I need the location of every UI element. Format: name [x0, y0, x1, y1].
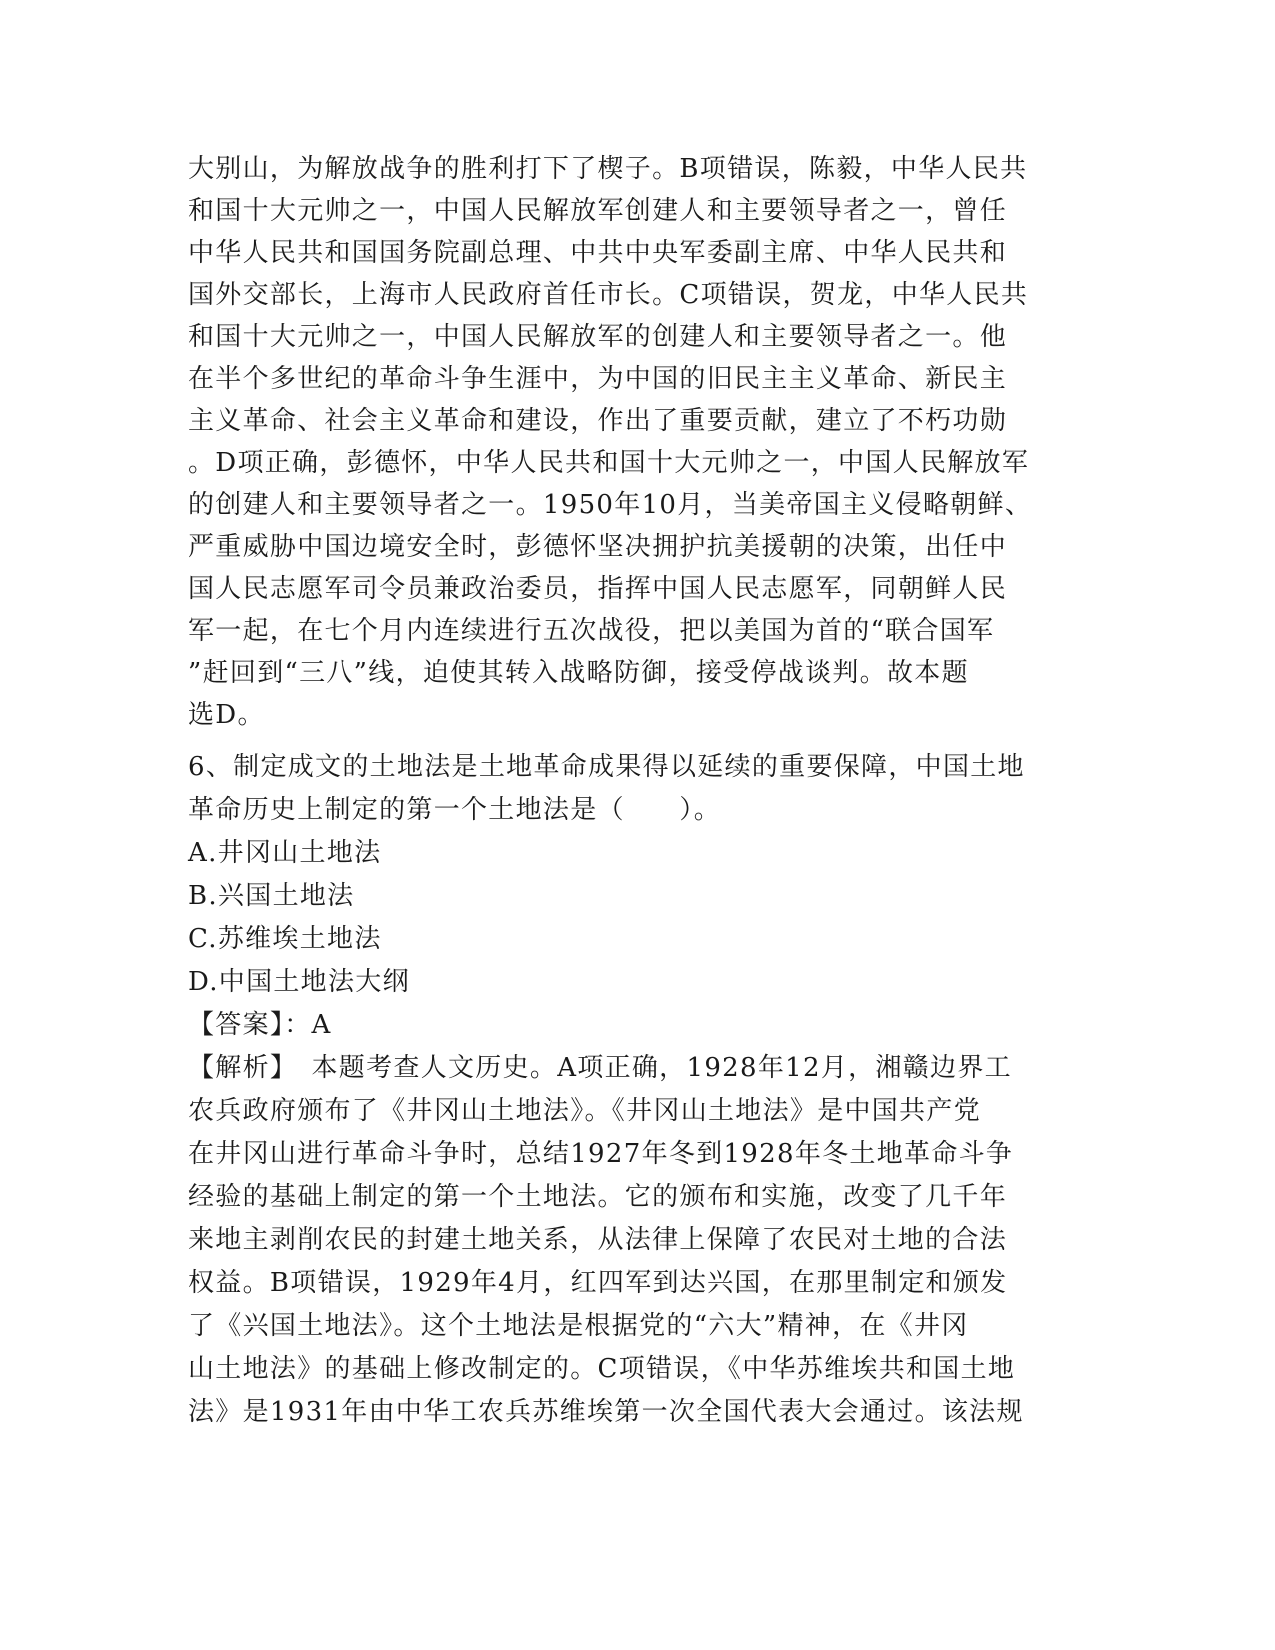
answer-line: 【答案】：A: [188, 1010, 332, 1040]
previous-explanation: [188, 148, 1088, 736]
option-a: A.井冈山土地法: [188, 838, 382, 868]
text-line: 的创建人和主要领导者之一。1950年10月，当美帝国主义侵略朝鲜、: [188, 490, 1033, 520]
explanation-line: 在井冈山进行革命斗争时，总结1927年冬到1928年冬土地革命斗争: [188, 1139, 1014, 1169]
question-stem-line: 革命历史上制定的第一个土地法是（ ）。: [188, 795, 722, 825]
question-stem-line: 6、制定成文的土地法是土地革命成果得以延续的重要保障，中国土地: [188, 752, 1025, 782]
option-d: D.中国土地法大纲: [188, 967, 410, 997]
document-page: [188, 148, 1088, 1434]
text-line: 主义革命、社会主义革命和建设，作出了重要贡献，建立了不朽功勋: [188, 406, 1008, 436]
explanation-line: 农兵政府颁布了《井冈山土地法》。《井冈山土地法》是中国共产党: [188, 1096, 982, 1126]
question-6: [188, 746, 1088, 1434]
explanation-line: 山土地法》的基础上修改制定的。C项错误，《中华苏维埃共和国土地: [188, 1354, 1016, 1384]
text-line: 军一起，在七个月内连续进行五次战役，把以美国为首的“联合国军: [188, 616, 995, 646]
text-line: 和国十大元帅之一，中国人民解放军创建人和主要领导者之一，曾任: [188, 196, 1008, 226]
explanation-line: 经验的基础上制定的第一个土地法。它的颁布和实施，改变了几千年: [188, 1182, 1008, 1212]
explanation-line: 来地主剥削农民的封建土地关系，从法律上保障了农民对土地的合法: [188, 1225, 1008, 1255]
explanation-line: 【解析】 本题考查人文历史。A项正确，1928年12月，湘赣边界工: [188, 1053, 1012, 1083]
text-line: 选D。: [188, 700, 265, 730]
text-line: 大别山，为解放战争的胜利打下了楔子。B项错误，陈毅，中华人民共: [188, 154, 1028, 184]
explanation-line: 法》是1931年由中华工农兵苏维埃第一次全国代表大会通过。该法规: [188, 1397, 1024, 1427]
text-line: 国外交部长，上海市人民政府首任市长。C项错误，贺龙，中华人民共: [188, 280, 1029, 310]
option-c: C.苏维埃土地法: [188, 924, 382, 954]
text-line: 严重威胁中国边境安全时，彭德怀坚决拥护抗美援朝的决策，出任中: [188, 532, 1008, 562]
explanation-line: 了《兴国土地法》。这个土地法是根据党的“六大”精神，在《井冈: [188, 1311, 969, 1341]
text-line: 和国十大元帅之一，中国人民解放军的创建人和主要领导者之一。他: [188, 322, 1008, 352]
text-line: ”赶回到“三八”线，迫使其转入战略防御，接受停战谈判。故本题: [188, 658, 969, 688]
text-line: 中华人民共和国国务院副总理、中共中央军委副主席、中华人民共和: [188, 238, 1008, 268]
text-line: 国人民志愿军司令员兼政治委员，指挥中国人民志愿军，同朝鲜人民: [188, 574, 1008, 604]
explanation-line: 权益。B项错误，1929年4月，红四军到达兴国，在那里制定和颁发: [188, 1268, 1008, 1298]
text-line: 。D项正确，彭德怀，中华人民共和国十大元帅之一，中国人民解放军: [188, 448, 1030, 478]
paragraph-gap: [188, 736, 1088, 746]
option-b: B.兴国土地法: [188, 881, 355, 911]
text-line: 在半个多世纪的革命斗争生涯中，为中国的旧民主主义革命、新民主: [188, 364, 1008, 394]
